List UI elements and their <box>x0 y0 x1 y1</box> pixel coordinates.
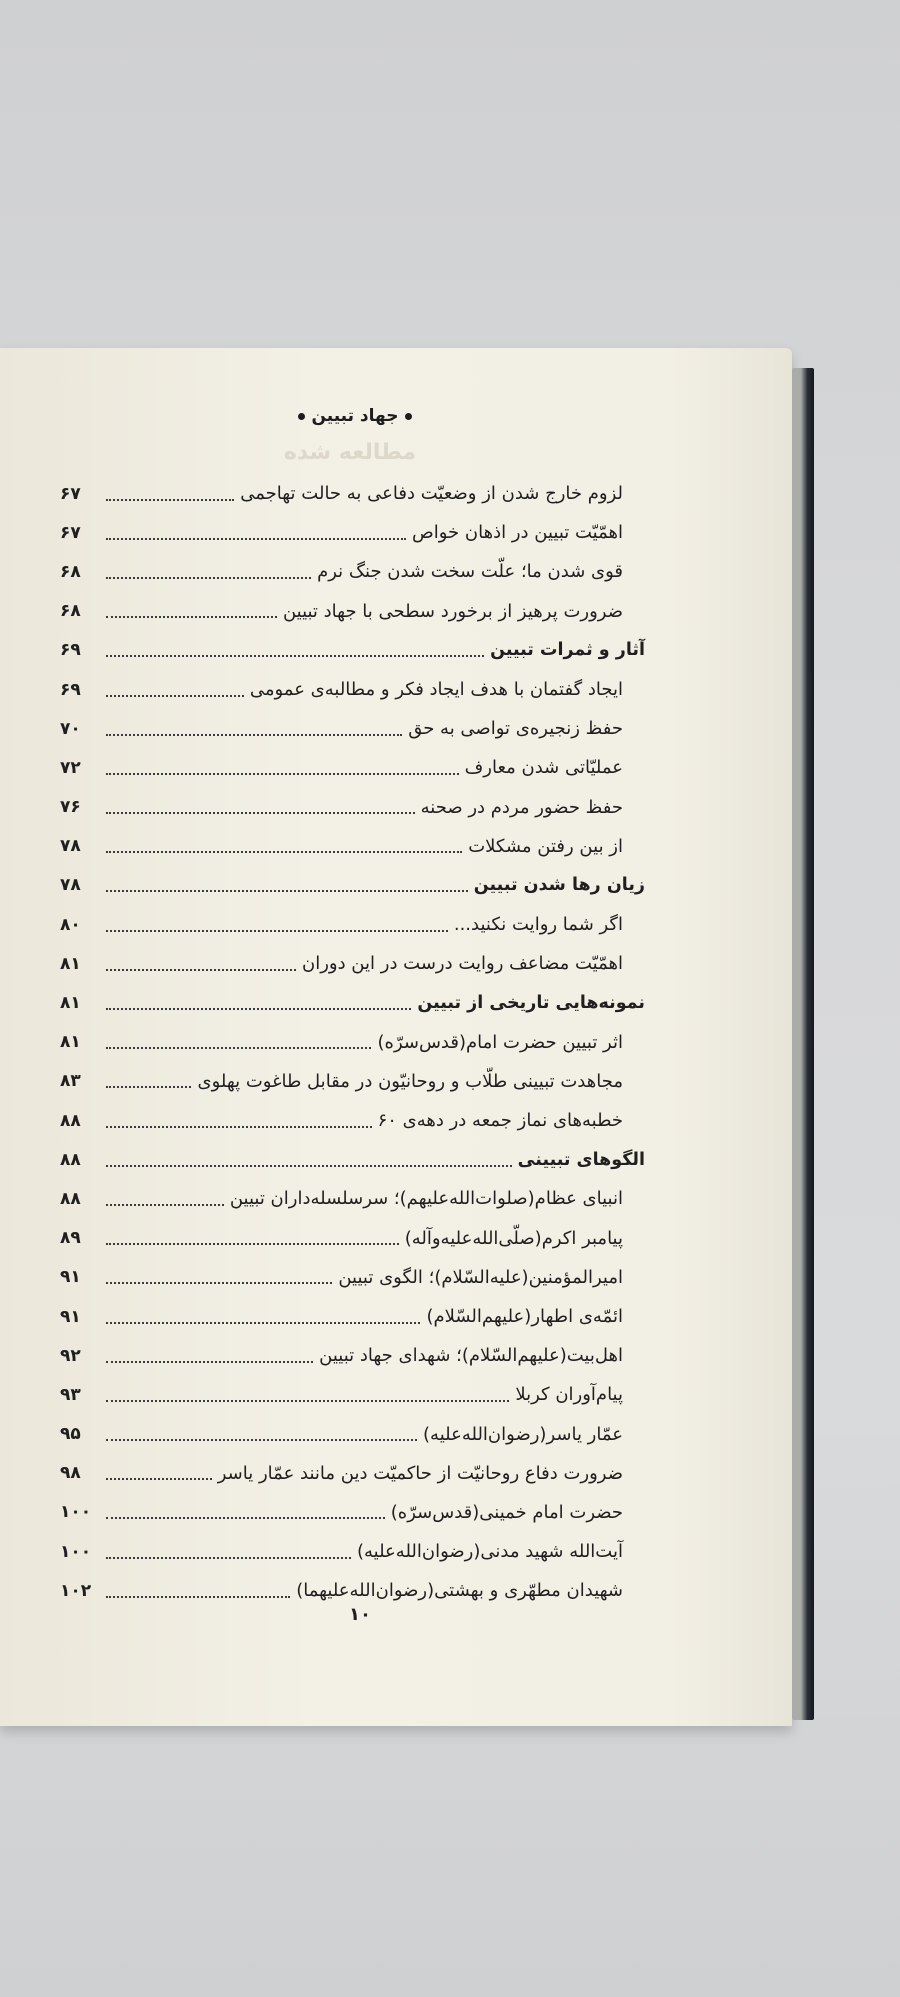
toc-entry-page: ۶۷ <box>60 522 81 543</box>
dot-leader <box>106 1165 512 1167</box>
toc-entry-title: ایجاد گفتمان با هدف ایجاد فکر و مطالبه‌ی عمومی <box>249 679 623 701</box>
toc-entry-title: حضرت امام خمینی(قدس‌سرّه) <box>390 1501 623 1523</box>
dot-leader <box>106 1243 399 1245</box>
toc-entry-title: نمونه‌هایی تاریخی از تبیین <box>417 993 645 1014</box>
toc-entry <box>60 748 645 787</box>
toc-entry-title: اهمّیّت مضاعف روایت درست در این دوران <box>301 953 623 975</box>
toc-entry-page: ۱۰۰ <box>60 1541 92 1562</box>
toc-entry-title: امیرالمؤمنین(علیه‌السّلام)؛ الگوی تبیین <box>338 1266 623 1288</box>
dot-leader <box>106 812 415 814</box>
toc-entry-title: مجاهدت تبیینی طلّاب و روحانیّون در مقابل طاغوت پهلوی <box>197 1070 623 1092</box>
toc-entry-page: ۹۱ <box>60 1267 81 1288</box>
bullet-icon <box>298 413 305 420</box>
toc-entry-title: حفظ زنجیره‌ی تواصی به حق <box>408 718 623 740</box>
toc-entry-page: ۸۱ <box>60 1032 81 1053</box>
book-spine-edge <box>792 368 814 1720</box>
toc-entry <box>60 788 645 827</box>
toc-entry-page: ۶۷ <box>60 483 81 504</box>
dot-leader <box>106 930 448 932</box>
toc-entry-page: ۶۹ <box>60 679 81 700</box>
toc-entry <box>60 1375 645 1414</box>
toc-entry <box>60 670 645 709</box>
toc-entry <box>60 866 645 905</box>
dot-leader <box>106 773 459 775</box>
toc-entry <box>60 1219 645 1258</box>
toc-entry-title: پیامبر اکرم(صلّی‌الله‌علیه‌وآله) <box>404 1227 623 1249</box>
header-title: جهاد تبیین <box>311 406 399 426</box>
toc-entry-page: ۷۰ <box>60 718 81 739</box>
toc-entry-page: ۸۸ <box>60 1188 81 1209</box>
toc-entry-page: ۸۸ <box>60 1110 81 1131</box>
table-of-contents <box>60 474 645 1610</box>
toc-entry-title: الگوهای تبیینی <box>517 1149 645 1170</box>
toc-entry-title: ضرورت دفاع روحانیّت از حاکمیّت دین مانند عمّار یاسر <box>217 1462 623 1484</box>
toc-entry <box>60 905 645 944</box>
bullet-icon <box>405 413 412 420</box>
toc-entry-title: پیام‌آوران کربلا <box>515 1384 623 1406</box>
toc-entry-page: ۹۸ <box>60 1463 81 1484</box>
toc-entry-page: ۹۵ <box>60 1424 81 1445</box>
toc-entry-page: ۸۱ <box>60 993 81 1014</box>
toc-entry <box>60 944 645 983</box>
dot-leader <box>106 1596 290 1598</box>
toc-entry <box>60 1415 645 1454</box>
book-page <box>0 348 792 1726</box>
running-header <box>280 406 430 426</box>
dot-leader <box>106 969 296 971</box>
dot-leader <box>106 577 311 579</box>
toc-entry-page: ۷۸ <box>60 875 81 896</box>
toc-entry-title: زیان رها شدن تبیین <box>473 875 645 896</box>
toc-entry <box>60 1493 645 1532</box>
toc-entry <box>60 474 645 513</box>
toc-entry-page: ۶۹ <box>60 640 81 661</box>
toc-entry <box>60 1140 645 1179</box>
toc-entry-title: اثر تبیین حضرت امام(قدس‌سرّه) <box>377 1031 623 1053</box>
toc-entry <box>60 1258 645 1297</box>
toc-entry <box>60 552 645 591</box>
dot-leader <box>106 1517 385 1519</box>
toc-entry <box>60 1101 645 1140</box>
toc-entry-title: عمّار یاسر(رضوان‌الله‌علیه) <box>423 1423 623 1445</box>
toc-entry <box>60 1062 645 1101</box>
toc-entry-page: ۱۰۰ <box>60 1502 92 1523</box>
toc-entry <box>60 1454 645 1493</box>
toc-entry-title: ضرورت پرهیز از برخورد سطحی با جهاد تبیین <box>282 600 623 622</box>
toc-entry <box>60 1532 645 1571</box>
dot-leader <box>106 1322 420 1324</box>
toc-entry-title: آیت‌الله شهید مدنی(رضوان‌الله‌علیه) <box>356 1541 623 1563</box>
dot-leader <box>106 1361 313 1363</box>
toc-entry-page: ۸۰ <box>60 914 81 935</box>
toc-entry <box>60 1023 645 1062</box>
toc-entry-title: اگر شما روایت نکنید... <box>453 914 623 936</box>
toc-entry-page: ۱۰۲ <box>60 1580 92 1601</box>
toc-entry-page: ۸۱ <box>60 953 81 974</box>
dot-leader <box>106 890 468 892</box>
toc-entry-title: لزوم خارج شدن از وضعیّت دفاعی به حالت تهاجمی <box>240 483 623 505</box>
toc-entry-page: ۷۶ <box>60 797 81 818</box>
toc-entry <box>60 592 645 631</box>
toc-entry-title: عملیّاتی شدن معارف <box>464 757 623 779</box>
toc-entry-page: ۶۸ <box>60 601 81 622</box>
toc-entry <box>60 709 645 748</box>
toc-entry-title: انبیای عظام(صلوات‌الله‌علیهم)؛ سرسلسله‌داران تبیین <box>229 1188 623 1210</box>
dot-leader <box>106 734 402 736</box>
dot-leader <box>106 616 277 618</box>
toc-entry-title: از بین رفتن مشکلات <box>468 835 623 857</box>
dot-leader <box>106 538 406 540</box>
toc-entry-page: ۷۸ <box>60 836 81 857</box>
dot-leader <box>106 1557 351 1559</box>
dot-leader <box>106 851 462 853</box>
toc-entry-page: ۸۳ <box>60 1071 81 1092</box>
dot-leader <box>106 1086 191 1088</box>
toc-entry-title: حفظ حضور مردم در صحنه <box>420 796 623 818</box>
dot-leader <box>106 655 484 657</box>
page-number: ۱۰ <box>349 1604 371 1625</box>
toc-entry-title: اهل‌بیت(علیهم‌السّلام)؛ شهدای جهاد تبیین <box>319 1345 623 1367</box>
dot-leader <box>106 1047 371 1049</box>
dot-leader <box>106 695 244 697</box>
toc-entry-page: ۹۲ <box>60 1345 81 1366</box>
show-through-text: مطالعه شده <box>283 440 417 465</box>
toc-entry-page: ۹۳ <box>60 1384 81 1405</box>
toc-entry-title: آثار و ثمرات تبیین <box>490 640 645 661</box>
toc-entry <box>60 631 645 670</box>
dot-leader <box>106 1282 332 1284</box>
toc-entry <box>60 513 645 552</box>
toc-entry-page: ۸۸ <box>60 1149 81 1170</box>
dot-leader <box>106 1400 509 1402</box>
toc-entry-title: خطبه‌های نماز جمعه در دهه‌ی ۶۰ <box>377 1110 623 1132</box>
toc-entry <box>60 827 645 866</box>
dot-leader <box>106 1126 372 1128</box>
toc-entry-title: قوی شدن ما؛ علّت سخت شدن جنگ نرم <box>317 561 623 583</box>
dot-leader <box>106 1478 212 1480</box>
toc-entry-page: ۷۲ <box>60 757 81 778</box>
toc-entry <box>60 1297 645 1336</box>
toc-entry-title: ائمّه‌ی اطهار(علیهم‌السّلام) <box>426 1306 623 1328</box>
toc-entry-title: اهمّیّت تبیین در اذهان خواص <box>411 522 623 544</box>
toc-entry <box>60 1336 645 1375</box>
toc-entry <box>60 983 645 1022</box>
toc-entry <box>60 1179 645 1218</box>
toc-entry-title: شهیدان مطهّری و بهشتی(رضوان‌الله‌علیهما) <box>296 1580 623 1602</box>
toc-entry-page: ۸۹ <box>60 1228 81 1249</box>
toc-entry-page: ۹۱ <box>60 1306 81 1327</box>
dot-leader <box>106 1008 411 1010</box>
dot-leader <box>106 499 234 501</box>
dot-leader <box>106 1439 417 1441</box>
toc-entry-page: ۶۸ <box>60 561 81 582</box>
dot-leader <box>106 1204 224 1206</box>
